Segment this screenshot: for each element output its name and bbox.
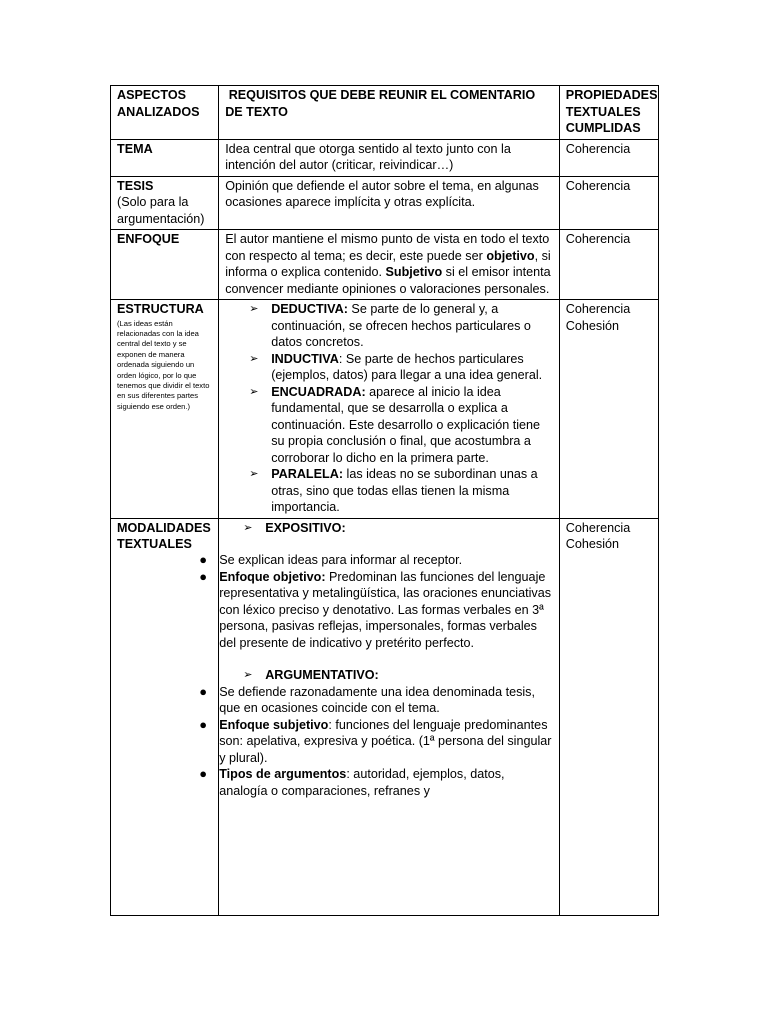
enfoque-text-1: El autor mantiene el mismo punto de vista en todo el texto con respecto al tema; es decir, este puede ser bbox=[225, 232, 550, 263]
dot-bullet-icon: ● bbox=[199, 766, 208, 781]
dot-bullet-icon: ● bbox=[199, 552, 208, 567]
structure-type-list bbox=[225, 301, 553, 516]
expositivo-bullets bbox=[199, 552, 553, 651]
prop-cohesion: Cohesión bbox=[565, 318, 620, 333]
row-label-tema: TEMA bbox=[111, 139, 219, 176]
row-text-enfoque bbox=[219, 230, 560, 300]
row-prop-tema: Coherencia bbox=[559, 139, 658, 176]
row-prop-modalidades bbox=[559, 518, 658, 915]
enfoque-text-3: si el emisor intenta convencer mediante opiniones o valoraciones personales. bbox=[225, 265, 551, 296]
prop-coherencia: Coherencia bbox=[565, 302, 631, 316]
dot-bullet-icon: ● bbox=[199, 568, 208, 584]
table-row-enfoque bbox=[111, 230, 659, 300]
comment-requirements-table bbox=[110, 85, 659, 916]
argumentativo-section bbox=[219, 667, 553, 684]
arrow-bullet-icon: ➢ bbox=[243, 521, 253, 534]
argumentativo-point: : funciones del lenguaje predominantes son: apelativa, expresiva y poética. (1ª persona del singular y plural). bbox=[219, 717, 552, 765]
argumentativo-term: Tipos de argumentos bbox=[219, 767, 347, 781]
arrow-bullet-icon: ➢ bbox=[243, 669, 253, 681]
structure-term: ENCUADRADA: bbox=[271, 384, 366, 399]
row-text-modalidades bbox=[199, 518, 560, 915]
structure-desc: aparece al inicio la idea fundamental, que se desarrolla o explica a continuación. Este desarrollo o explicación tiene su propia conclusión o final, que acostumbra a corroborar lo dicho en la primera parte. bbox=[271, 384, 541, 465]
structure-desc: Se parte de lo general y, a continuación, se ofrecen hechos particulares o datos concretos. bbox=[271, 302, 531, 349]
list-item bbox=[249, 384, 553, 467]
list-item bbox=[249, 466, 553, 516]
expositivo-section bbox=[219, 520, 553, 537]
argumentativo-point: Se defiende razonadamente una idea denominada tesis, que en ocasiones coincide con el tema. bbox=[219, 684, 535, 715]
table-row-tesis bbox=[111, 176, 659, 230]
enfoque-term-objetivo: objetivo bbox=[486, 248, 535, 263]
list-item bbox=[199, 552, 553, 569]
arrow-bullet-icon: ➢ bbox=[249, 352, 259, 365]
argumentativo-bullets bbox=[199, 683, 553, 800]
list-item bbox=[199, 568, 553, 652]
row-note-estructura: (Las ideas están relacionadas con la idea central del texto y se exponen de manera ordenada siguiendo un orden lógico, por lo que tenemos que dividir el texto en sus diferentes partes siguiendo ese orden.) bbox=[117, 318, 210, 411]
list-item bbox=[249, 351, 553, 384]
arrow-bullet-icon: ➢ bbox=[249, 468, 259, 480]
list-item bbox=[243, 667, 553, 684]
row-text-tema: Idea central que otorga sentido al texto junto con la intención del autor (criticar, reivindicar…) bbox=[219, 139, 560, 176]
row-prop-estructura bbox=[559, 300, 658, 519]
row-text-tesis: Opinión que defiende el autor sobre el tema, en algunas ocasiones aparece implícita y otras explícita. bbox=[219, 176, 560, 230]
structure-desc: : Se parte de hechos particulares (ejemplos, datos) para llegar a una idea general. bbox=[271, 351, 543, 382]
prop-coherencia: Coherencia bbox=[565, 520, 631, 535]
enfoque-text-2: , si informa o explica contenido. bbox=[225, 248, 551, 279]
table-row-modalidades bbox=[111, 518, 659, 915]
table-row-estructura bbox=[111, 300, 659, 519]
list-item bbox=[199, 683, 553, 717]
list-item bbox=[199, 716, 553, 767]
arrow-bullet-icon: ➢ bbox=[249, 303, 259, 315]
list-item bbox=[243, 520, 553, 537]
expositivo-title: EXPOSITIVO: bbox=[265, 520, 346, 535]
row-label-enfoque: ENFOQUE bbox=[111, 230, 219, 300]
table-row-tema bbox=[111, 139, 659, 176]
header-aspects: ASPECTOS ANALIZADOS bbox=[111, 86, 219, 140]
table-header-row bbox=[111, 86, 659, 140]
row-label-cell-estructura bbox=[111, 300, 219, 519]
row-prop-enfoque: Coherencia bbox=[559, 230, 658, 300]
argumentativo-title: ARGUMENTATIVO: bbox=[265, 668, 379, 682]
argumentativo-term: Enfoque subjetivo bbox=[219, 717, 329, 732]
row-prop-tesis: Coherencia bbox=[559, 176, 658, 230]
expositivo-term: Enfoque objetivo: bbox=[219, 569, 326, 584]
dot-bullet-icon: ● bbox=[199, 716, 208, 732]
structure-term: PARALELA: bbox=[271, 467, 344, 481]
dot-bullet-icon: ● bbox=[199, 683, 208, 699]
header-properties: PROPIEDADES TEXTUALES CUMPLIDAS bbox=[559, 86, 658, 140]
structure-desc: las ideas no se subordinan unas a otras, sino que todas ellas tienen la misma importancia. bbox=[271, 467, 538, 514]
argumentativo-point: : autoridad, ejemplos, datos, analogía o comparaciones, refranes y bbox=[219, 767, 505, 798]
structure-term: DEDUCTIVA: bbox=[271, 302, 348, 316]
arrow-bullet-icon: ➢ bbox=[249, 385, 259, 398]
row-label-modalidades: MODALIDADES TEXTUALES bbox=[111, 518, 219, 915]
structure-term: INDUCTIVA bbox=[271, 351, 339, 366]
list-item bbox=[249, 301, 553, 351]
row-note-tesis: (Solo para la argumentación) bbox=[117, 195, 205, 226]
row-label-cell-tesis bbox=[111, 176, 219, 230]
list-item bbox=[199, 766, 553, 799]
expositivo-point: Predominan las funciones del lenguaje representativa y metalingüística, las oraciones enunciativas con léxico preciso y denotativo. Las formas verbales en 3ª persona, pasivas reflejas, impersonales, formas verbales del presente de indicativo y pretérito perfecto. bbox=[219, 569, 551, 650]
enfoque-term-subjetivo: Subjetivo bbox=[385, 265, 443, 279]
expositivo-point: Se explican ideas para informar al receptor. bbox=[219, 553, 463, 567]
row-text-estructura bbox=[219, 300, 560, 519]
prop-cohesion: Cohesión bbox=[565, 537, 620, 551]
row-label-estructura: ESTRUCTURA bbox=[117, 302, 204, 316]
row-label-tesis: TESIS bbox=[117, 178, 154, 193]
header-requirements: REQUISITOS QUE DEBE REUNIR EL COMENTARIO DE TEXTO bbox=[219, 86, 560, 140]
